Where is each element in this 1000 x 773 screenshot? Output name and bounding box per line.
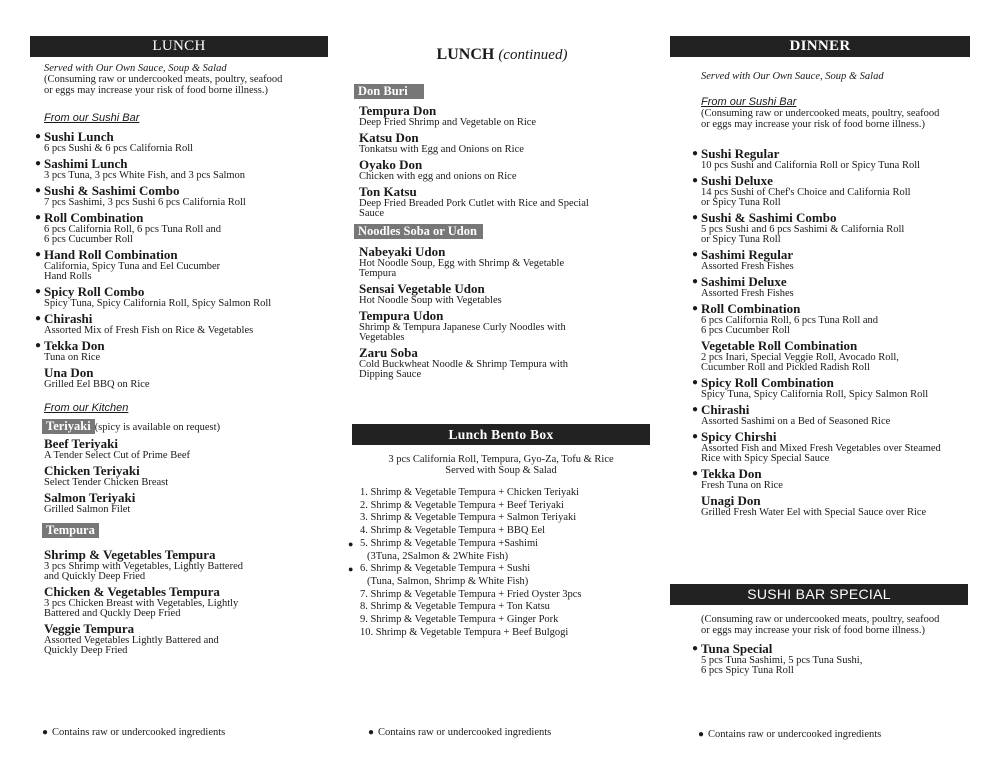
dinner-intro — [670, 71, 970, 82]
menu-item-name: Sashimi Lunch — [44, 156, 128, 171]
menu-item — [359, 158, 652, 182]
menu-item-desc: Assorted Sashimi on a Bed of Seasoned Rice — [701, 416, 891, 427]
menu-item-name: Tekka Don — [44, 338, 105, 353]
bento-option-text: 6. Shrimp & Vegetable Tempura + Sushi — [360, 563, 531, 575]
bento-option — [360, 525, 650, 538]
dinner-footnote — [698, 729, 881, 741]
menu-item-desc: Assorted Fresh Fishes — [701, 261, 794, 272]
menu-item-desc: California, Spicy Tuna and Eel Cucumber — [44, 261, 221, 272]
menu-item-name: Zaru Soba — [359, 345, 418, 360]
raw-indicator-icon: ● — [42, 727, 49, 738]
menu-item-desc: Grilled Eel BBQ on Rice — [44, 379, 150, 390]
bento-option-text: 10. Shrimp & Vegetable Tempura + Beef Bulgogi — [360, 626, 569, 638]
dinner-list — [670, 147, 970, 518]
menu-item-desc: Quickly Deep Fried — [44, 645, 128, 656]
menu-item — [35, 210, 328, 245]
menu-item-desc: Tuna on Rice — [44, 352, 101, 363]
lunch-continued-title-main: LUNCH — [436, 46, 495, 63]
menu-item-desc: 10 pcs Sushi and California Roll or Spicy Tuna Roll — [701, 160, 921, 171]
menu-item — [35, 183, 328, 208]
bento-option — [348, 537, 650, 563]
raw-indicator-icon: ● — [692, 303, 699, 314]
menu-item-desc: Hot Noodle Soup, Egg with Shrimp & Vegetable — [359, 258, 565, 269]
menu-item-desc: Tempura — [359, 268, 397, 279]
menu-item-name: Katsu Don — [359, 130, 419, 145]
lunch-continued-column — [348, 0, 652, 773]
menu-item-name: Sashimi Regular — [701, 247, 794, 262]
raw-indicator-icon: ● — [692, 212, 699, 223]
menu-item — [359, 245, 652, 279]
lunch-tempura-list — [30, 548, 328, 656]
bento-option-text: 3. Shrimp & Vegetable Tempura + Salmon Teriyaki — [360, 512, 577, 524]
raw-indicator-icon: ● — [698, 729, 705, 740]
dinner-footnote-text: Contains raw or undercooked ingredients — [708, 729, 882, 740]
noodles-tag: Noodles Soba or Udon — [354, 224, 483, 239]
bento-option-text: 7. Shrimp & Vegetable Tempura + Fried Oyster 3pcs — [360, 588, 582, 600]
bento-intro — [352, 454, 650, 476]
menu-item-desc: 5 pcs Sushi and 6 pcs Sashimi & California Roll — [701, 224, 905, 235]
raw-indicator-icon: ● — [35, 131, 42, 142]
raw-indicator-icon: ● — [35, 158, 42, 169]
menu-item-desc: Chicken with egg and onions on Rice — [359, 171, 517, 182]
lunch-title: LUNCH — [30, 36, 328, 57]
lunch-footnote-text: Contains raw or undercooked ingredients — [52, 727, 226, 738]
menu-item — [35, 129, 328, 154]
menu-item-desc: Hand Rolls — [44, 271, 92, 282]
menu-item — [701, 339, 970, 373]
menu-item-name: Tempura Udon — [359, 308, 444, 323]
bento-option-text: 5. Shrimp & Vegetable Tempura +Sashimi — [360, 537, 539, 549]
bento-option-detail: (3Tuna, 2Salmon & 2White Fish) — [367, 550, 509, 562]
menu-item-desc: Shrimp & Tempura Japanese Curly Noodles with — [359, 322, 566, 333]
menu-item-desc: or Spicy Tuna Roll — [701, 197, 781, 208]
menu-item — [359, 185, 652, 219]
menu-item-name: Chicken & Vegetables Tempura — [44, 584, 220, 599]
menu-item-name: Chirashi — [44, 311, 93, 326]
menu-item-desc: Assorted Mix of Fresh Fish on Rice & Vegetables — [44, 325, 254, 336]
bento-option-text: 9. Shrimp & Vegetable Tempura + Ginger Pork — [360, 614, 559, 626]
teriyaki-note: (spicy is available on request) — [94, 422, 221, 433]
menu-item-name: Hand Roll Combination — [44, 247, 178, 262]
special-warning-line-1: (Consuming raw or undercooked meats, poultry, seafood — [701, 614, 940, 625]
donburi-list — [352, 104, 652, 219]
lunch-intro — [30, 63, 328, 96]
menu-item-desc: 6 pcs Cucumber Roll — [701, 325, 790, 336]
lunch-kitchen-heading: From our Kitchen — [44, 402, 129, 414]
menu-item — [359, 104, 652, 128]
menu-item — [35, 284, 328, 309]
menu-item-desc: Grilled Fresh Water Eel with Special Sauce over Rice — [701, 507, 927, 518]
menu-item — [44, 491, 328, 515]
menu-item — [692, 173, 970, 208]
menu-item-desc: Spicy Tuna, Spicy California Roll, Spicy Salmon Roll — [44, 298, 272, 309]
menu-item — [35, 247, 328, 282]
menu-item-name: Sushi Regular — [701, 146, 780, 161]
teriyaki-tag: Teriyaki — [42, 419, 95, 434]
sushi-bar-special-title: SUSHI BAR SPECIAL — [670, 584, 968, 605]
menu-item-name: Roll Combination — [44, 210, 144, 225]
raw-indicator-icon: ● — [35, 249, 42, 260]
menu-item-name: Tempura Don — [359, 103, 437, 118]
raw-indicator-icon: ● — [35, 185, 42, 196]
dinner-title: DINNER — [670, 36, 970, 57]
lunch-column — [30, 0, 328, 773]
menu-item-desc: and Quickly Deep Fried — [44, 571, 146, 582]
menu-item-name: Oyako Don — [359, 157, 423, 172]
raw-indicator-icon: ● — [692, 468, 699, 479]
menu-item — [692, 466, 970, 491]
menu-item-name: Sushi & Sashimi Combo — [701, 210, 837, 225]
menu-item-desc: 2 pcs Inari, Special Veggie Roll, Avocado Roll, — [701, 352, 899, 363]
menu-item-name: Chicken Teriyaki — [44, 463, 140, 478]
dinner-sushi-bar-heading: From our Sushi Bar — [701, 96, 797, 108]
lunch-sushi-bar-heading: From our Sushi Bar — [44, 112, 140, 124]
bento-options-list — [348, 487, 650, 639]
raw-indicator-icon: ● — [692, 249, 699, 260]
raw-indicator-icon: ● — [692, 377, 699, 388]
lunch-served: Served with Our Own Sauce, Soup & Salad — [44, 63, 227, 74]
menu-item — [44, 548, 328, 582]
raw-indicator-icon: ● — [692, 148, 699, 159]
donburi-header — [352, 82, 652, 100]
lunch-sushi-list — [30, 130, 328, 390]
menu-item — [359, 309, 652, 343]
menu-item-desc: Cold Buckwheat Noodle & Shrimp Tempura with — [359, 359, 569, 370]
menu-item-desc: 7 pcs Sashimi, 3 pcs Sushi 6 pcs California Roll — [44, 197, 246, 208]
menu-item-name: Ton Katsu — [359, 184, 417, 199]
menu-item-name: Sashimi Deluxe — [701, 274, 787, 289]
bento-option — [360, 627, 650, 640]
menu-item-desc: 5 pcs Tuna Sashimi, 5 pcs Tuna Sushi, — [701, 655, 863, 666]
raw-indicator-icon: ● — [692, 175, 699, 186]
menu-item — [359, 346, 652, 380]
raw-indicator-icon: ● — [692, 404, 699, 415]
raw-indicator-icon: ● — [35, 212, 42, 223]
menu-item-name: Tekka Don — [701, 466, 762, 481]
menu-item-desc: Assorted Fish and Mixed Fresh Vegetables over Steamed — [701, 443, 941, 454]
menu-item-name: Sensai Vegetable Udon — [359, 281, 485, 296]
bento-intro-line-2: Served with Soup & Salad — [445, 465, 557, 476]
bento-option — [348, 563, 650, 588]
menu-item-name: Roll Combination — [701, 301, 801, 316]
menu-item — [692, 146, 970, 171]
menu-item — [44, 464, 328, 488]
bento-option — [360, 500, 650, 513]
lunch-teriyaki-list — [30, 437, 328, 515]
menu-item-desc: Tonkatsu with Egg and Onions on Rice — [359, 144, 524, 155]
lunch-footnote — [42, 727, 225, 739]
menu-item-desc: 6 pcs Cucumber Roll — [44, 234, 133, 245]
menu-item-name: Sushi Lunch — [44, 129, 114, 144]
menu-item-name: Una Don — [44, 365, 94, 380]
menu-item-name: Salmon Teriyaki — [44, 490, 136, 505]
raw-indicator-icon: ● — [692, 431, 699, 442]
menu-item-desc: Assorted Fresh Fishes — [701, 288, 794, 299]
menu-item — [44, 622, 328, 656]
menu-item — [44, 585, 328, 619]
menu-item-desc: Dipping Sauce — [359, 369, 422, 380]
menu-item — [44, 437, 328, 461]
noodles-header — [352, 222, 652, 240]
menu-item-desc: Vegetables — [359, 332, 405, 343]
menu-item-desc: Battered and Quckly Deep Fried — [44, 608, 181, 619]
raw-indicator-icon: ● — [35, 340, 42, 351]
menu-item-name: Chirashi — [701, 402, 750, 417]
menu-item — [692, 641, 971, 676]
menu-item-name: Spicy Roll Combination — [701, 375, 834, 390]
dinner-warning-line-2: or eggs may increase your risk of food borne illness.) — [701, 119, 925, 130]
bento-option-text: 2. Shrimp & Vegetable Tempura + Beef Teriyaki — [360, 499, 564, 511]
menu-item-name: Shrimp & Vegetables Tempura — [44, 547, 216, 562]
menu-item-desc: Select Tender Chicken Breast — [44, 477, 169, 488]
tempura-tag: Tempura — [42, 523, 99, 538]
raw-indicator-icon: ● — [35, 313, 42, 324]
menu-item — [44, 366, 328, 390]
menu-item-desc: Deep Fried Breaded Pork Cutlet with Rice and Special — [359, 198, 589, 209]
raw-indicator-icon: ● — [692, 643, 699, 654]
donburi-tag: Don Buri — [354, 84, 424, 99]
menu-item-desc: 3 pcs Chicken Breast with Vegetables, Lightly — [44, 598, 239, 609]
menu-item-name: Tuna Special — [701, 641, 773, 656]
menu-item-desc: 6 pcs California Roll, 6 pcs Tuna Roll and — [701, 315, 879, 326]
dinner-warning — [670, 108, 970, 130]
menu-item — [692, 402, 970, 427]
menu-item-desc: Fresh Tuna on Rice — [701, 480, 783, 491]
lunch-continued-title-suffix: (continued) — [498, 47, 568, 63]
dinner-warning-line-1: (Consuming raw or undercooked meats, poultry, seafood — [701, 108, 940, 119]
menu-item-desc: or Spicy Tuna Roll — [701, 234, 781, 245]
bento-option — [360, 487, 650, 500]
menu-item-desc: 14 pcs Sushi of Chef's Choice and California Roll — [701, 187, 911, 198]
noodle-list — [352, 245, 652, 380]
bento-option — [360, 512, 650, 525]
raw-indicator-icon: ● — [348, 564, 354, 575]
menu-item — [692, 429, 970, 464]
menu-item-name: Beef Teriyaki — [44, 436, 119, 451]
menu-item-desc: 6 pcs California Roll, 6 pcs Tuna Roll and — [44, 224, 222, 235]
bento-title: Lunch Bento Box — [352, 424, 650, 445]
menu-item-name: Veggie Tempura — [44, 621, 135, 636]
menu-item-name: Vegetable Roll Combination — [701, 338, 858, 353]
menu-item — [35, 156, 328, 181]
bento-option — [360, 601, 650, 614]
menu-item-desc: 6 pcs Spicy Tuna Roll — [701, 665, 794, 676]
raw-indicator-icon: ● — [368, 727, 375, 738]
raw-indicator-icon: ● — [692, 276, 699, 287]
menu-item — [359, 282, 652, 306]
bento-option — [360, 614, 650, 627]
menu-item-desc: Assorted Vegetables Lightly Battered and — [44, 635, 219, 646]
menu-item-desc: Cucumber Roll and Pickled Radish Roll — [701, 362, 870, 373]
menu-item — [359, 131, 652, 155]
menu-item — [692, 375, 970, 400]
lunch-warning-line-1: (Consuming raw or undercooked meats, poultry, seafood — [44, 74, 283, 85]
special-warning-line-2: or eggs may increase your risk of food borne illness.) — [701, 625, 925, 636]
menu-item-desc: 3 pcs Shrimp with Vegetables, Lightly Battered — [44, 561, 243, 572]
menu-item — [35, 311, 328, 336]
menu-item-name: Sushi Deluxe — [701, 173, 773, 188]
bento-option-text: 1. Shrimp & Vegetable Tempura + Chicken Teriyaki — [360, 487, 580, 498]
teriyaki-header — [30, 419, 328, 434]
lunch-continued-footnote — [368, 727, 551, 739]
menu-item — [692, 247, 970, 272]
menu-item — [35, 338, 328, 363]
raw-indicator-icon: ● — [35, 286, 42, 297]
dinner-served: Served with Our Own Sauce, Soup & Salad — [701, 71, 884, 82]
menu-item-desc: Sauce — [359, 208, 385, 219]
menu-item-desc: Grilled Salmon Filet — [44, 504, 131, 515]
menu-item-desc: Spicy Tuna, Spicy California Roll, Spicy Salmon Roll — [701, 389, 929, 400]
special-warning — [701, 614, 939, 636]
bento-intro-line-1: 3 pcs California Roll, Tempura, Gyo-Za, Tofu & Rice — [388, 454, 614, 465]
menu-item-desc: Deep Fried Shrimp and Vegetable on Rice — [359, 117, 537, 128]
menu-item — [692, 274, 970, 299]
lunch-continued-title — [352, 46, 652, 64]
menu-item-name: Nabeyaki Udon — [359, 244, 446, 259]
raw-indicator-icon: ● — [348, 538, 354, 549]
menu-item-name: Unagi Don — [701, 493, 761, 508]
menu-item-desc: Hot Noodle Soup with Vegetables — [359, 295, 502, 306]
menu-item-desc: Rice with Spicy Special Sauce — [701, 453, 830, 464]
menu-item — [692, 301, 970, 336]
bento-option-text: 8. Shrimp & Vegetable Tempura + Ton Katsu — [360, 601, 550, 613]
lunch-continued-footnote-text: Contains raw or undercooked ingredients — [378, 727, 552, 738]
menu-item — [692, 210, 970, 245]
bento-option-text: 4. Shrimp & Vegetable Tempura + BBQ Eel — [360, 525, 546, 537]
menu-item-name: Spicy Chirshi — [701, 429, 777, 444]
menu-item-desc: A Tender Select Cut of Prime Beef — [44, 450, 191, 461]
menu-item-desc: 3 pcs Tuna, 3 pcs White Fish, and 3 pcs Salmon — [44, 170, 246, 181]
bento-option — [360, 589, 650, 602]
bento-option-detail: (Tuna, Salmon, Shrimp & White Fish) — [367, 575, 529, 587]
menu-item-desc: 6 pcs Sushi & 6 pcs California Roll — [44, 143, 194, 154]
menu-item-name: Spicy Roll Combo — [44, 284, 145, 299]
menu-item — [701, 494, 970, 518]
bento-section — [348, 447, 650, 639]
lunch-warning-line-2: or eggs may increase your risk of food borne illness.) — [44, 85, 268, 96]
menu-item-name: Sushi & Sashimi Combo — [44, 183, 180, 198]
dinner-column — [670, 0, 970, 773]
tempura-header — [30, 521, 328, 539]
